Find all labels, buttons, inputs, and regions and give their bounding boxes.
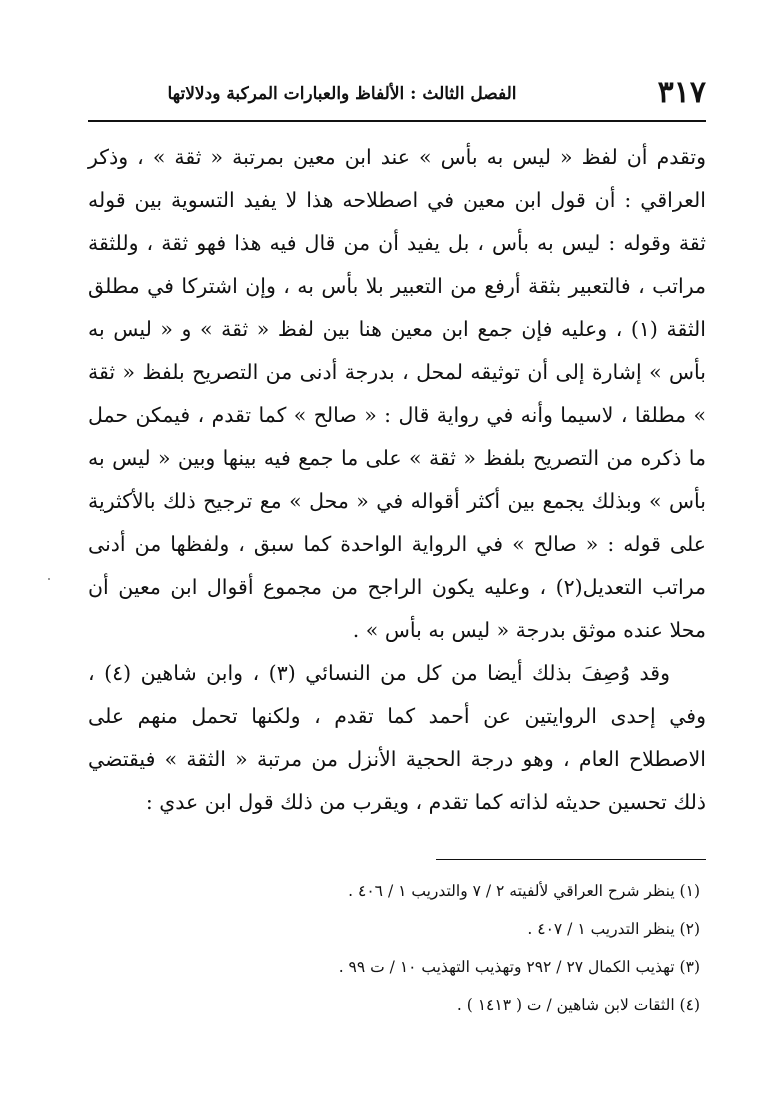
page-number: ٣١٧ — [657, 75, 706, 110]
footnote: (٤) الثقات لابن شاهين / ت ( ١٤١٣ ) . — [456, 996, 700, 1014]
header-rule — [88, 120, 706, 122]
footnote: (٣) تهذيب الكمال ٢٧ / ٢٩٢ وتهذيب التهذيب ١٠ / ت ٩٩ . — [338, 958, 700, 976]
running-title: الفصل الثالث : الألفاظ والعبارات المركبة ودلالاتها — [167, 84, 517, 104]
margin-mark — [48, 578, 50, 580]
main-text — [88, 136, 706, 824]
footnote: (٢) ينظر التدريب ١ / ٤٠٧ . — [527, 920, 700, 938]
footnote-separator — [436, 859, 706, 860]
footnotes — [88, 872, 706, 1024]
paragraph: وتقدم أن لفظ « ليس به بأس » عند ابن معين بمرتبة « ثقة » ، وذكر العراقي : أن قول ابن معين في اصطلاحه هذا لا يفيد التسوية بين قوله ثقة وقوله : ليس به بأس ، بل يفيد أن من قال فيه هذا فهو ثقة ، وللثقة مراتب ، فالتعبير بثقة أرفع من التعبير بلا بأس به ، وإن اشتركا في مطلق الثقة (١) ، وعليه فإن جمع ابن معين هنا بين لفظ « ثقة » و « ليس به بأس » إشارة إلى أن توثيقه لمحل ، بدرجة أدنى من التصريح بلفظ « ثقة » مطلقا ، لاسيما وأنه في رواية قال : « صالح » كما تقدم ، فيمكن حمل ما ذكره من التصريح بلفظ « ثقة » على ما جمع فيه بينها وبين « ليس به بأس » وبذلك يجمع بين أكثر أقواله في « محل » مع ترجيح ذلك بالأكثرية على قوله : « صالح » في الرواية الواحدة كما سبق ، ولفظها من أدنى مراتب التعديل(٢) ، وعليه يكون الراجح من مجموع أقوال ابن معين أن محلا عنده موثق بدرجة « ليس به بأس » . — [88, 145, 706, 642]
paragraph: وقد وُصِفَ بذلك أيضا من كل من النسائي (٣) ، وابن شاهين (٤) ، وفي إحدى الروايتين عن أحمد كما تقدم ، ولكنها تحمل منهم على الاصطلاح العام ، وهو درجة الحجية الأنزل من مرتبة « الثقة » فيقتضي ذلك تحسين حديثه لذاته كما تقدم ، ويقرب من ذلك قول ابن عدي : — [88, 661, 706, 814]
footnote: (١) ينظر شرح العراقي لألفيته ٢ / ٧ والتدريب ١ / ٤٠٦ . — [348, 882, 700, 900]
page-header — [88, 74, 706, 114]
